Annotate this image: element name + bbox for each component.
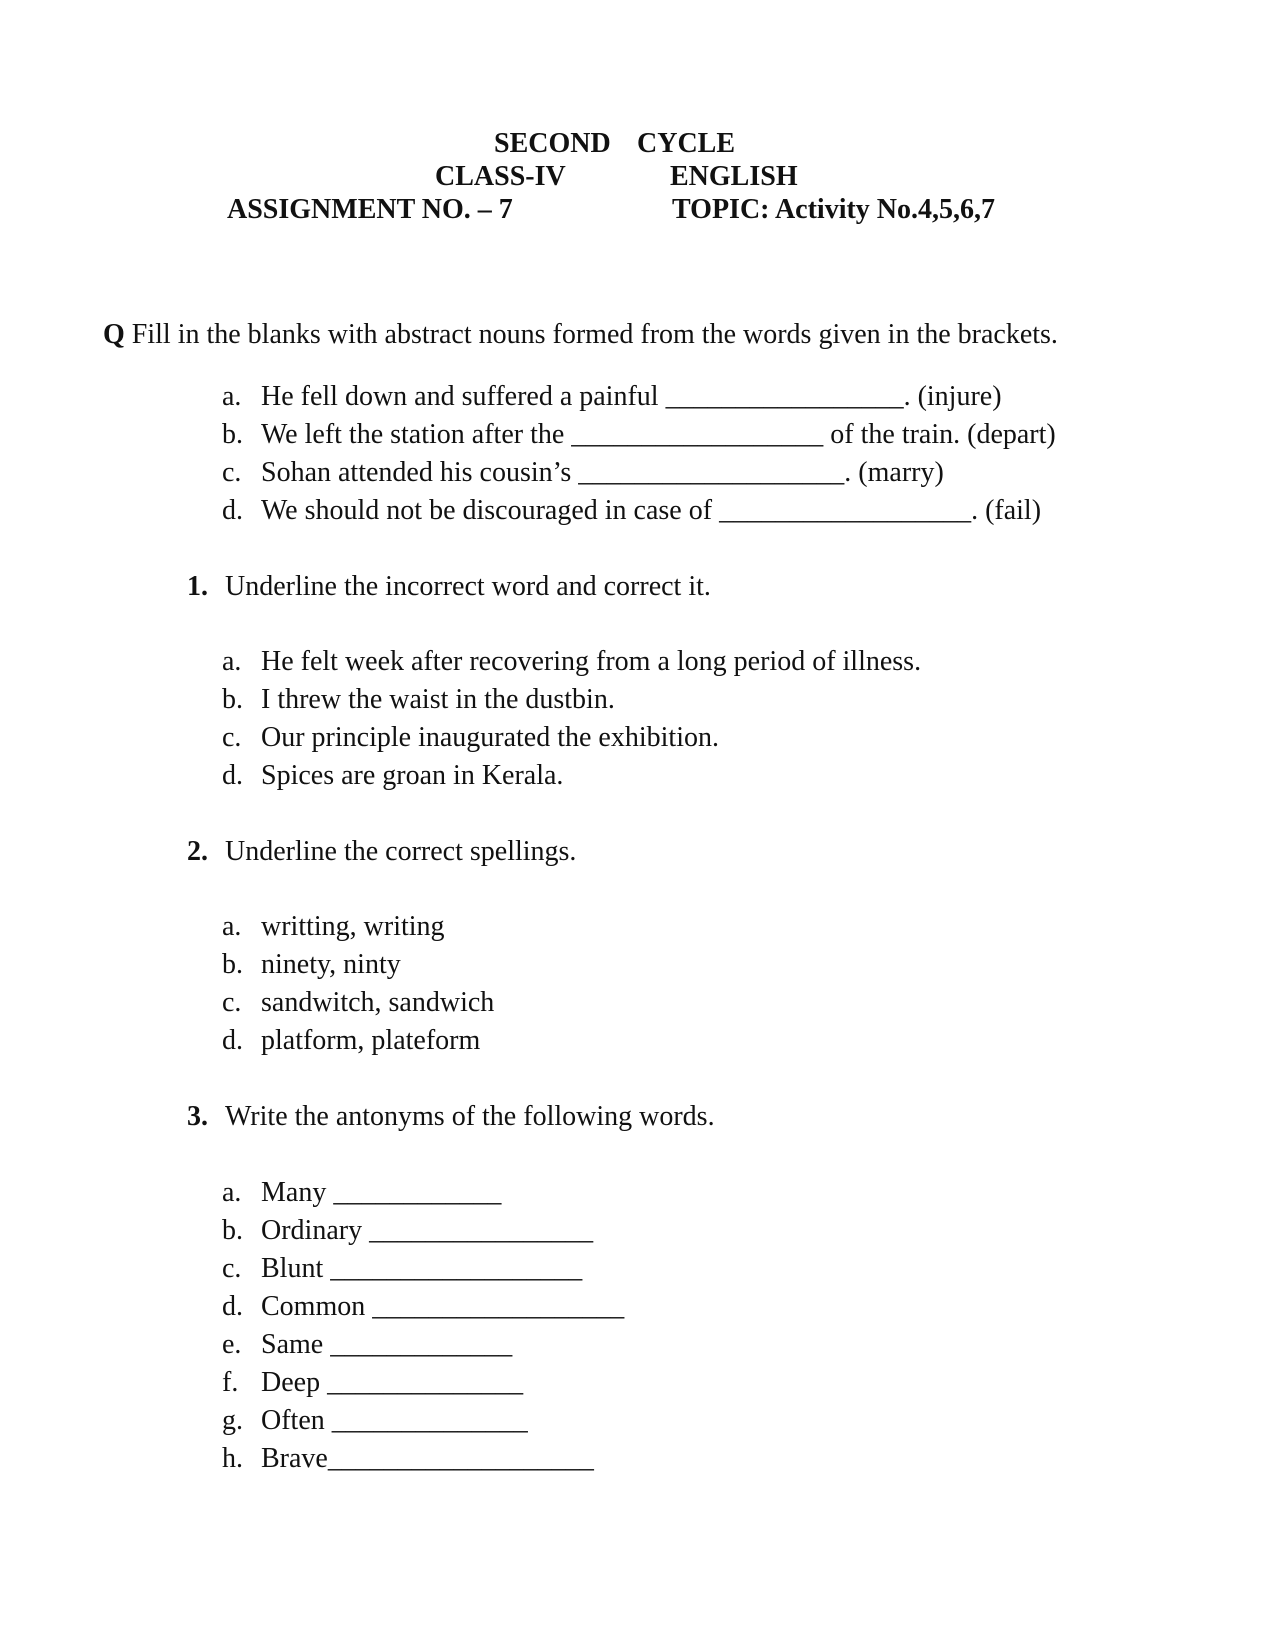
section-3-number: 3. [187, 1101, 208, 1132]
section-1-number: 1. [187, 571, 208, 602]
section-2-instruction: Underline the correct spellings. [225, 836, 577, 867]
header-topic: TOPIC: Activity No.4,5,6,7 [672, 194, 996, 225]
question-q-label: Q [103, 319, 125, 350]
section-1-instruction: Underline the incorrect word and correct it. [225, 571, 711, 602]
header-subject: ENGLISH [670, 161, 798, 192]
question-q [103, 318, 1058, 352]
header-assignment: ASSIGNMENT NO. – 7 [227, 194, 513, 225]
section-3-instruction: Write the antonyms of the following words. [225, 1101, 715, 1132]
header-class: CLASS-IV [435, 161, 566, 192]
header-cycle-2: CYCLE [637, 128, 736, 159]
section-2-number: 2. [187, 836, 208, 867]
header-cycle-1: SECOND [494, 128, 611, 159]
question-q-text: Fill in the blanks with abstract nouns formed from the words given in the brackets. [131, 319, 1058, 350]
